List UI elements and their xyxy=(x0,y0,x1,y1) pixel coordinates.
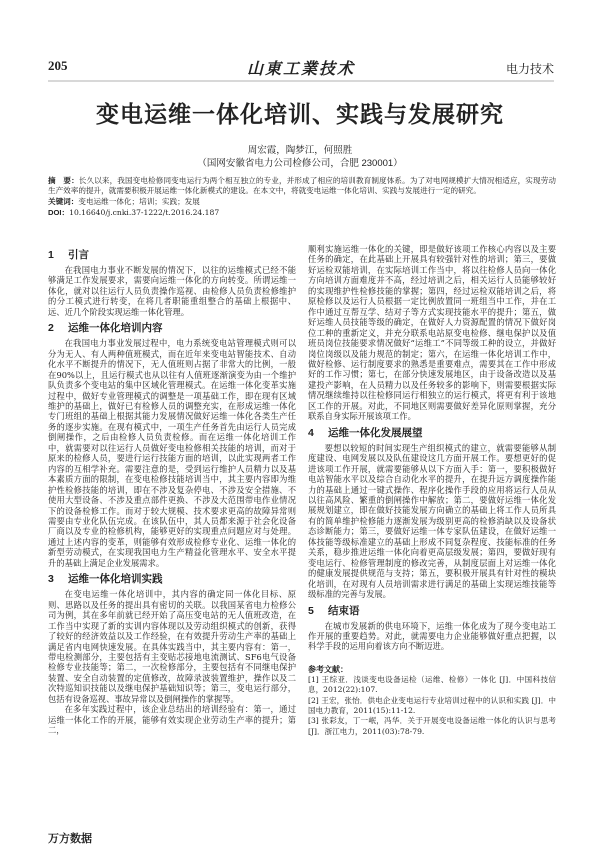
left-column xyxy=(48,244,296,736)
section-heading: 1 引言 xyxy=(48,249,89,261)
paragraph: 顺利实施运维一体化的关键，即是做好该项工作核心内容以及主要任务的确定，在此基础上开展具有较强针对性的培训；第三，要做好运检双能培训，在实际培训工作当中，将以往检修人员向一体化方向培训方面难度并不高，经过培训之后，相关运行人员能够较好的实现维护性检修技能的掌握；第四，经过运检双能培训之后，将原检修以及运行人员根据一定比例放置同一班组当中工作，并在工作中通过互帮互学、结对子等方式实现技能水平的提升；第五，做好运维人员技能等级的确定，在做好人力资源配置的情况下做好岗位工种的重新定义，并充分联系电站原变电检修、继电保护以及值班员岗位技能要求情况做好“运维工”不同等级工种的设立，并做好岗位岗级以及能力规范的制定；第六，在运维一体化培训工作中，做好检修、运行制度要求的熟悉是重要难点，需要其在工作中形成好的工作习惯；第七，在部分快速发展地区，由于设备改造以及基建投产影响，在人员精力以及任务较多的影响下，则需要根据实际情况继续维持以往检修同运行相独立的运行模式，将更有利于该地区工作的开展。对此，不同地区则需要做好差异化原则掌握，充分联系自身实际开展该项工作。 xyxy=(308,244,556,422)
paragraph: 在我国电力事业不断发展的情况下，以往的运维模式已经不能够满足工作发展要求，需要向运维一体化的方向转变。所谓运维一体化，就对以往运行人员负责操作巡视、由检修人员负责检修维护的分工模式进行转变，在将几者职能重组整合的基础上根据中、远、近几个阶段实现运维一体化管理。 xyxy=(48,265,296,317)
journal-logo: 山東工業技术 xyxy=(246,59,355,78)
affiliation: （国网安徽省电力公司检修公司，合肥 230001） xyxy=(197,158,403,169)
paper-title: 变电运维一体化培训、实践与发展研究 xyxy=(96,101,504,128)
page-number: 205 xyxy=(48,58,68,73)
paragraph: 在变电运维一体化培训中，其内容的确定同一体化目标、原则、思路以及任务的提出具有密切的关联。以我国某省电力检修公司为例，其在多年前就已经开始了高压变电站的无人值班改造，在工作当中实现了新的实训内容体现以及劳动组织模式的创新，获得了较好的经济效益以及工作经验，在有效提升劳动生产率的基础上满足省内电网快速发展。在具体实践当中，其主要内容有：第一，带电检测部分，主要包括有主变贴芯接地电流测试、SF6电气设备检修专业技能等；第二，一次检修部分，主要包括有不同继电保护装置、安全自动装置的定值修改，故障录波装置维护，操作以及二次特巡知识技能以及继电保护基础知识等；第三，变电运行部分，包括有设备巡视、事故异常以及倒闸操作的掌握等。 xyxy=(48,589,296,704)
keywords-label: 关键词： xyxy=(48,197,79,206)
footer-watermark: 万方数据 xyxy=(48,833,92,845)
paragraph: 在城市发展新的供电环境下，运维一体化成为了现今变电站工作开展的重要趋势。对此，就需要电力企业能够做好重点把握，以科学手段的运用向着该方向不断迈进。 xyxy=(308,620,556,652)
section-heading: 2 运维一体化培训内容 xyxy=(48,322,163,335)
reference-item: [2] 王宏，张怡．供电企业变电运行专业培训过程中的认识和实践 [J]．中国电力教育，2011(15):11-12. xyxy=(308,695,556,716)
section-heading: 5 结束语 xyxy=(308,604,360,617)
section-label: 电力技术 xyxy=(505,62,554,76)
section-heading: 3 运维一体化培训实践 xyxy=(48,573,163,586)
right-column xyxy=(308,244,556,737)
doi: 10.16640/j.cnki.37-1222/t.2016.24.187 xyxy=(69,208,220,217)
abstract-block xyxy=(48,176,556,218)
running-header xyxy=(48,56,554,82)
keywords: 变电运维一体化；培训；实践；发展 xyxy=(78,197,200,206)
references-heading: 参考文献： xyxy=(308,663,348,674)
paragraph: 在多年实践过程中，该企业总结出的培训经验有：第一，通过运维一体化工作的开展，能够有效实现企业劳动生产率的提升；第二， xyxy=(48,704,296,736)
reference-item: [1] 王综亚．浅谈变电设备运检（运维、检修）一体化 [J]．中国科技信息，2012(22):107. xyxy=(308,674,556,695)
paragraph: 在我国电力事业发展过程中，电力系统变电站管理模式则可以分为无人、有人两种值班模式，而在近年来变电站智能技术、自动化水平不断提升的情况下，无人值班则占据了非常大的比例，一般在90%以上，且运行模式也从以往有人值班逐渐演变为由一个维护队负责多个变电站的集中区域化管理模式。在运维一体化变革实施过程中，做好专业管理模式的调整是一项基础工作，即在现有区域维护的基础上，做好已有检修人员的调整充实，在形成运维一体化专门班组的基础上根据其能力发展情况做好运维一体化各类生产任务的逐步实施。在现有模式中，一项生产任务首先由运行人员完成倒闸操作，之后由检修人员负责检修。而在运维一体化培训工作中，就需要对以往运行人员做好变电检修相关技能的培训，而对于原来的检修人员，要进行运行技能方面的培训，以此实现两者工作内容的互相学补充。需要注意的是，受到运行维护人员精力以及基本素质方面的限制，在变电检修技能培训当中，其主要内容即为维护性检修技能的培训，即在不涉及复杂停电、不涉及安全措施、不使用大型设备、不涉及重点部件更换、不涉及大范围带电作业情况下的设备检修工作。而对于较大规模、技术要求更高的故障异常则需要由专业化队伍完成。在该队伍中，其人员都来源于社会化设备厂商以及专业的检修机构，能够更好的实现重点问题应对与处理。通过上述内容的变革，则能够有效形成检修专业化、运维一体化的新型劳动模式，在实现我国电力生产精益化管理水平、安全水平提升的基础上满足企业发展需求。 xyxy=(48,338,296,568)
section-heading: 4 运维一体化发展展望 xyxy=(308,426,423,439)
abstract-text: 长久以来，我国变电检修同变电运行为两个相互独立的专业，并形成了相应的培训教育制度体系。为了对电网规模扩大情况相适应，实现劳动生产效率的提升，就需要积极开展运维一体化新模式的建设。在本文中，将就变电运维一体化培训、实践与发展进行一定的研究。 xyxy=(48,176,556,195)
doi-label: DOI： xyxy=(48,208,70,217)
reference-item: [3] 张彩友，丁一岷，冯华．关于开展变电设备运维一体化的认识与思考 [J]．浙江电力，2011(03):78-79. xyxy=(308,716,556,736)
abstract-label: 摘 要： xyxy=(48,176,79,185)
authors: 周宏霞，陶梦江，何照胜 xyxy=(247,145,353,156)
paragraph: 要想以较短的时间实现生产组织模式的建立，就需要能够从制度建设、电网发展以及队伍建设这几方面开展工作。要想更好的促进该项工作开展，就需要能够从以下方面入手：第一，要积极做好电站智能水平以及综合自动化水平的提升，在提升远方调度操作能力的基础上通过一键式操作、程序化操作手段的应用将运行人员从以往高风险、繁重的倒闸操作中解放；第二，要做好运维一体化发展规划建立，即在做好技能发展方向确立的基础上将工作人员所具有的简单维护检修能力逐渐发展为级别更高的检修消缺以及设备状态诊断能力；第三，要做好运维一体专家队伍建设，在做好运维一体技能等级标准建立的基础上形成不同复杂程度、技能标准的任务关系，稳步推进运维一体化向着更高层级发展；第四，要做好现有变电运行、检修管理制度的修改完善，从制度层面上对运维一体化的健康发展提供规范与支持；第五，要积极开展具有针对性的模块化培训，在对现有人员培训需求进行满足的基础上实现运维技能等级标准的完善与发展。 xyxy=(308,442,556,600)
